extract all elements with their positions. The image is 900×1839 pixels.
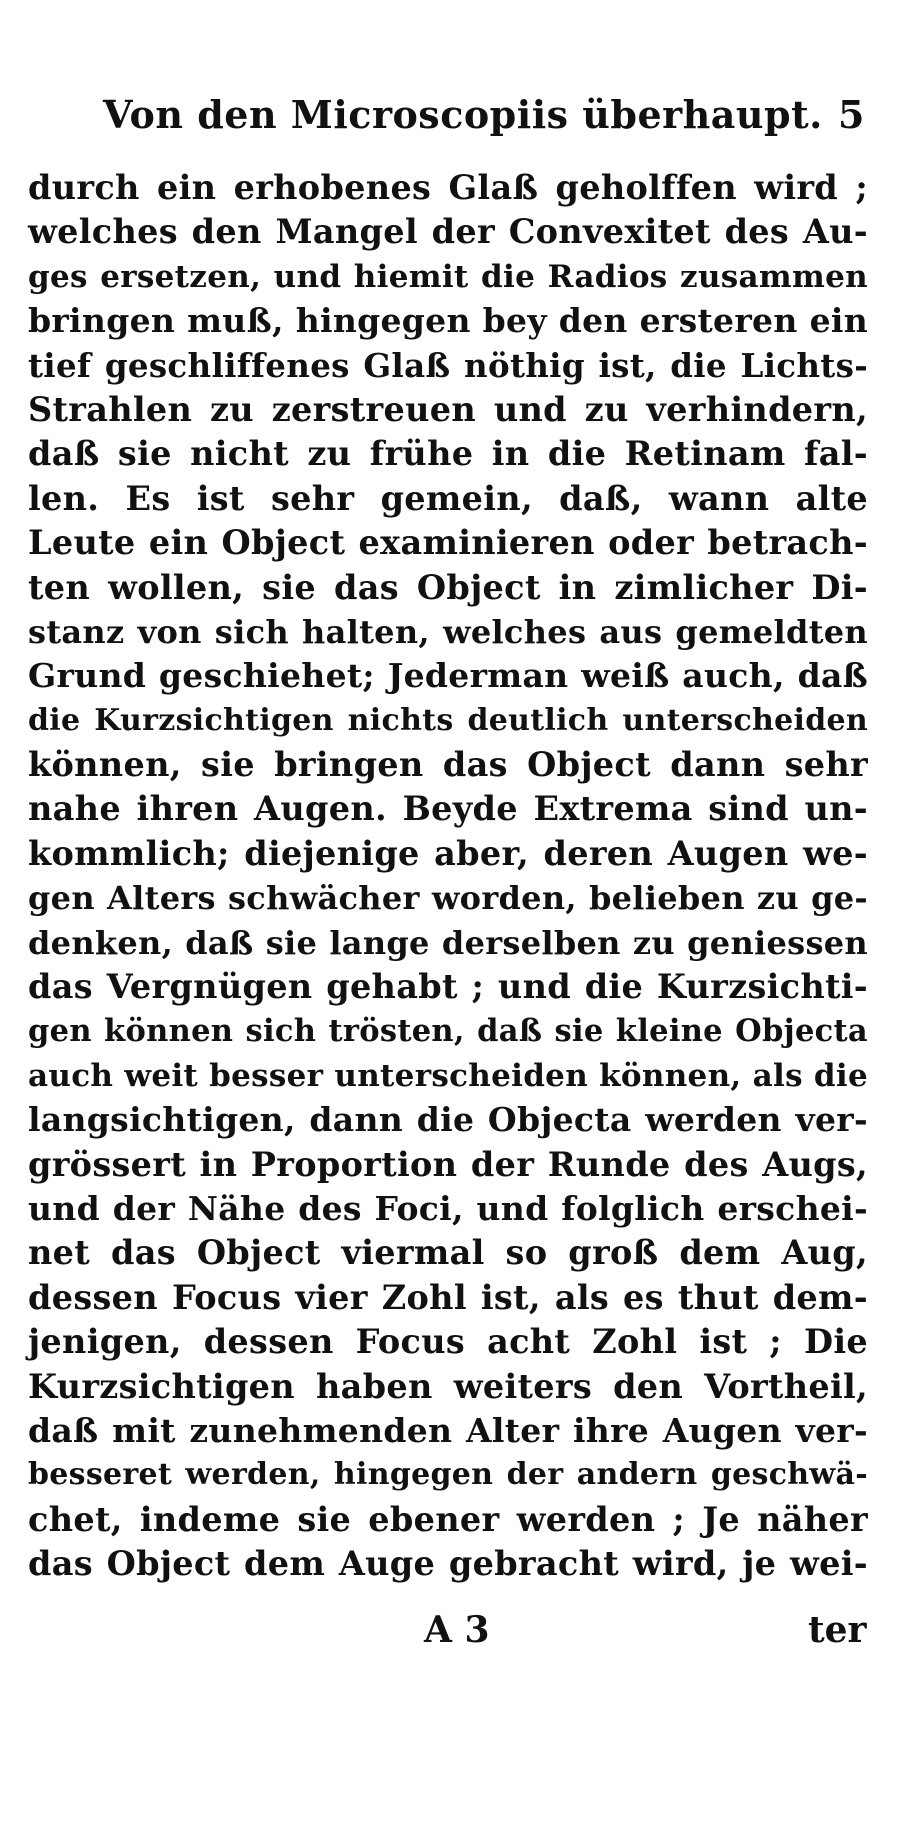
text-line: kommlich; diejenige aber, deren Augen we- xyxy=(28,833,868,873)
text-line: ges ersetzen, und hiemit die Radios zusammen xyxy=(28,258,868,295)
text-line: nahe ihren Augen. Beyde Extrema sind un- xyxy=(28,789,868,829)
signature-mark: A 3 xyxy=(424,1609,490,1651)
text-line: das Vergnügen gehabt ; und die Kurzsichti- xyxy=(28,967,868,1007)
text-line: Grund geschiehet; Jederman weiß auch, daß xyxy=(28,656,868,696)
text-line: tief geschliffenes Glaß nöthig ist, die Lichts- xyxy=(28,345,868,385)
text-line: grössert in Proportion der Runde des Augs, xyxy=(28,1144,868,1184)
text-line: gen können sich trösten, daß sie kleine Objecta xyxy=(28,1013,868,1050)
text-line: auch weit besser unterscheiden können, als die xyxy=(28,1057,868,1094)
text-line: können, sie bringen das Object dann sehr xyxy=(28,745,868,785)
text-line: gen Alters schwächer worden, belieben zu ge- xyxy=(28,879,868,918)
text-line: daß mit zunehmenden Alter ihre Augen ver- xyxy=(28,1410,868,1450)
text-line: Strahlen zu zerstreuen und zu verhindern, xyxy=(28,389,868,429)
text-line: besseret werden, hingegen der andern geschwä- xyxy=(28,1457,868,1493)
text-line: langsichtigen, dann die Objecta werden ver- xyxy=(28,1100,868,1140)
text-line: und der Nähe des Foci, und folglich erschei- xyxy=(28,1188,868,1228)
text-line: bringen muß, hingegen bey den ersteren ein xyxy=(28,301,868,341)
text-line: die Kurzsichtigen nichts deutlich unterscheiden xyxy=(28,702,868,738)
text-line: Leute ein Object examinieren oder betrach- xyxy=(28,523,868,563)
text-line: stanz von sich halten, welches aus gemeldten xyxy=(28,612,868,651)
text-line: Kurzsichtigen haben weiters den Vortheil, xyxy=(28,1366,868,1406)
text-line: ten wollen, sie das Object in zimlicher Di- xyxy=(28,567,868,607)
text-line: welches den Mangel der Convexitet des Au- xyxy=(28,212,868,252)
text-line: len. Es ist sehr gemein, daß, wann alte xyxy=(28,478,868,518)
text-line: net das Object viermal so groß dem Aug, xyxy=(28,1233,868,1273)
body-text xyxy=(28,166,868,1587)
text-line: durch ein erhobenes Glaß geholffen wird ; xyxy=(28,168,868,207)
text-line: jenigen, dessen Focus acht Zohl ist ; Die xyxy=(28,1322,868,1362)
text-line: denken, daß sie lange derselben zu geniessen xyxy=(28,923,868,962)
catchword: ter xyxy=(808,1609,867,1651)
page-number: 5 xyxy=(838,92,865,137)
text-line: chet, indeme sie ebener werden ; Je näher xyxy=(28,1499,868,1539)
text-line: das Object dem Auge gebracht wird, je wei- xyxy=(28,1544,868,1584)
text-line: dessen Focus vier Zohl ist, als es thut dem- xyxy=(28,1277,868,1317)
text-line: daß sie nicht zu frühe in die Retinam fal- xyxy=(28,434,868,474)
running-head-title: Von den Microscopiis überhaupt. xyxy=(103,92,823,137)
